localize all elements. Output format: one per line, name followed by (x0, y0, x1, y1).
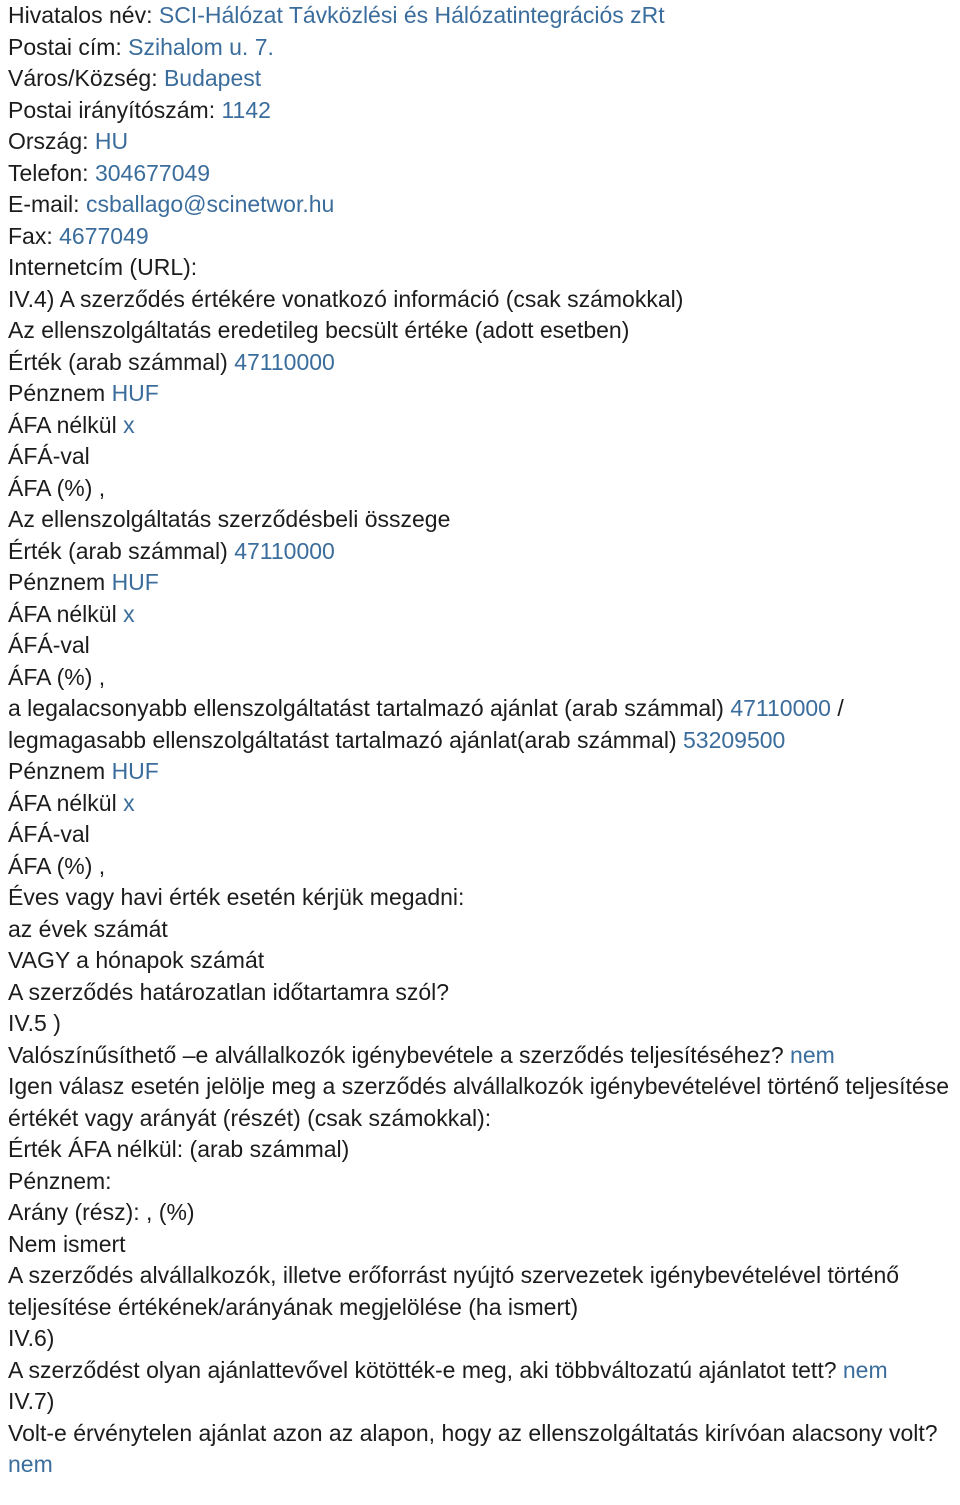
subcontract-currency-row: Pénznem: (8, 1167, 112, 1194)
fax-row (8, 221, 956, 253)
estimated-value-row (8, 347, 956, 379)
section-iv5-prefix: IV. (8, 1010, 35, 1036)
contract-value: 47110000 (234, 537, 335, 564)
range-vat-incl-row: ÁFÁ-val (8, 821, 90, 847)
lowest-offer-value: 47110000 (730, 695, 831, 721)
estimated-currency-row (8, 378, 956, 410)
city-label: Város/Község: (8, 65, 164, 91)
section-iv7-prefix: IV. (8, 1388, 35, 1414)
country-label: Ország: (8, 128, 95, 154)
official-name-label: Hivatalos név: (8, 2, 159, 28)
fax-value: 4677049 (59, 222, 149, 249)
subcontract-value-row: Érték ÁFA nélkül: (arab számmal) (8, 1136, 350, 1162)
zip-row (8, 95, 956, 127)
highest-offer-row (8, 725, 956, 757)
estimated-vat-pct-row: ÁFA (%) , (8, 474, 106, 501)
range-vat-pct-row: ÁFA (%) , (8, 852, 106, 879)
email-row (8, 189, 956, 221)
contract-heading: Az ellenszolgáltatás szerződésbeli összege (8, 506, 451, 532)
zip-label: Postai irányítószám: (8, 96, 222, 123)
range-vat-excl-row (8, 788, 956, 820)
country-row (8, 126, 956, 158)
range-currency-row (8, 756, 956, 788)
postal-address-label: Postai cím: (8, 33, 129, 60)
postal-address-value: Szihalom u. 7. (128, 33, 274, 60)
section-iv5-heading (8, 1008, 956, 1040)
section-iv7-heading (8, 1386, 956, 1418)
highest-offer-value: 53209500 (683, 726, 786, 753)
contract-vat-incl-row: ÁFÁ-val (8, 632, 90, 658)
contract-vat-pct-row: ÁFA (%) , (8, 663, 106, 690)
variant-offer-question (8, 1355, 956, 1387)
invalid-offer-question (8, 1418, 956, 1481)
contract-currency: HUF (111, 569, 159, 595)
estimated-heading: Az ellenszolgáltatás eredetileg becsült értéke (adott esetben) (8, 317, 630, 343)
email-value: csballago@scinetwor.hu (85, 191, 335, 217)
range-currency-label: Pénznem (8, 758, 112, 784)
highest-offer-label: legmagasabb ellenszolgáltatást tartalmazó ajánlat(arab számmal) (8, 726, 684, 753)
variant-offer-answer: nem (842, 1356, 888, 1383)
phone-label: Telefon: (8, 159, 95, 186)
country-value: HU (94, 128, 129, 154)
subcontract-unknown-row: Nem ismert (8, 1230, 126, 1257)
estimated-vat-incl-row: ÁFÁ-val (8, 443, 90, 469)
subcontractor-answer: nem (790, 1041, 835, 1068)
subcontract-note: A szerződés alvállalkozók, illetve erőforrást nyújtó szervezetek igénybevételével történő teljesítése értékének/arányának megjelölése (ha ismert) (8, 1262, 900, 1320)
estimated-currency: HUF (111, 380, 159, 406)
section-iv5-title: 5 ) (34, 1010, 61, 1036)
invalid-offer-answer: nem (8, 1451, 53, 1477)
subcontractor-question-row (8, 1040, 956, 1072)
city-value: Budapest (163, 65, 262, 91)
range-vat-excl-label: ÁFA nélkül (8, 789, 124, 816)
official-name-row (8, 0, 956, 32)
email-label: E-mail: (8, 191, 86, 217)
estimated-value-label: Érték (arab számmal) (8, 348, 235, 375)
years-row: az évek számát (8, 915, 168, 942)
section-iv6-title: 6) (34, 1325, 55, 1351)
variant-offer-question-text: A szerződést olyan ajánlattevővel kötötték-e meg, aki többváltozatú ajánlatot tett? (8, 1356, 843, 1383)
lowest-offer-label: a legalacsonyabb ellenszolgáltatást tartalmazó ajánlat (arab számmal) (8, 695, 731, 721)
subcontract-ratio-row: Arány (rész): , (%) (8, 1199, 195, 1225)
contract-value-label: Érték (arab számmal) (8, 537, 235, 564)
estimated-vat-excl-row (8, 410, 956, 442)
range-vat-excl-mark: x (123, 789, 135, 816)
estimated-value: 47110000 (234, 348, 335, 375)
contract-vat-excl-label: ÁFA nélkül (8, 600, 124, 627)
indefinite-question-row: A szerződés határozatlan időtartamra szól? (8, 978, 450, 1005)
subcontractor-question: Valószínűsíthető –e alvállalkozók igénybevétele a szerződés teljesítéséhez? (8, 1041, 791, 1068)
contract-vat-excl-row (8, 599, 956, 631)
contract-vat-excl-mark: x (123, 600, 135, 627)
city-row (8, 63, 956, 95)
url-row (8, 252, 956, 284)
fax-label: Fax: (8, 222, 60, 249)
zip-value: 1142 (221, 96, 271, 123)
section-iv7-title: 7) (34, 1388, 55, 1414)
url-label: Internetcím (URL): (8, 254, 198, 280)
subcontractor-instruction: Igen válasz esetén jelölje meg a szerződés alvállalkozók igénybevételével történő teljesítése értékét vagy arányát (részét) (csak számokkal): (8, 1073, 949, 1131)
lowest-offer-row (8, 693, 956, 725)
range-separator: / (830, 695, 844, 721)
months-row: VAGY a hónapok számát (8, 947, 265, 973)
section-iv6-heading (8, 1323, 956, 1355)
phone-row (8, 158, 956, 190)
official-name-value: SCI-Hálózat Távközlési és Hálózatintegrációs zRt (158, 2, 665, 28)
postal-address-row (8, 32, 956, 64)
contract-currency-label: Pénznem (8, 569, 112, 595)
section-iv4-heading (8, 284, 956, 316)
section-iv4-title: 4) A szerződés értékére vonatkozó információ (csak számokkal) (34, 285, 684, 312)
estimated-vat-excl-mark: x (123, 411, 135, 438)
invalid-offer-question-text: Volt-e érvénytelen ajánlat azon az alapon, hogy az ellenszolgáltatás kirívóan alacsony volt? (8, 1419, 938, 1446)
estimated-vat-excl-label: ÁFA nélkül (8, 411, 124, 438)
contract-value-row (8, 536, 956, 568)
annual-monthly-row: Éves vagy havi érték esetén kérjük megadni: (8, 884, 465, 910)
contract-currency-row (8, 567, 956, 599)
section-iv6-prefix: IV. (8, 1325, 35, 1351)
document-body (8, 0, 956, 1481)
estimated-currency-label: Pénznem (8, 380, 112, 406)
range-currency: HUF (111, 758, 159, 784)
phone-value: 304677049 (94, 159, 211, 186)
section-iv4-prefix: IV. (8, 285, 35, 312)
